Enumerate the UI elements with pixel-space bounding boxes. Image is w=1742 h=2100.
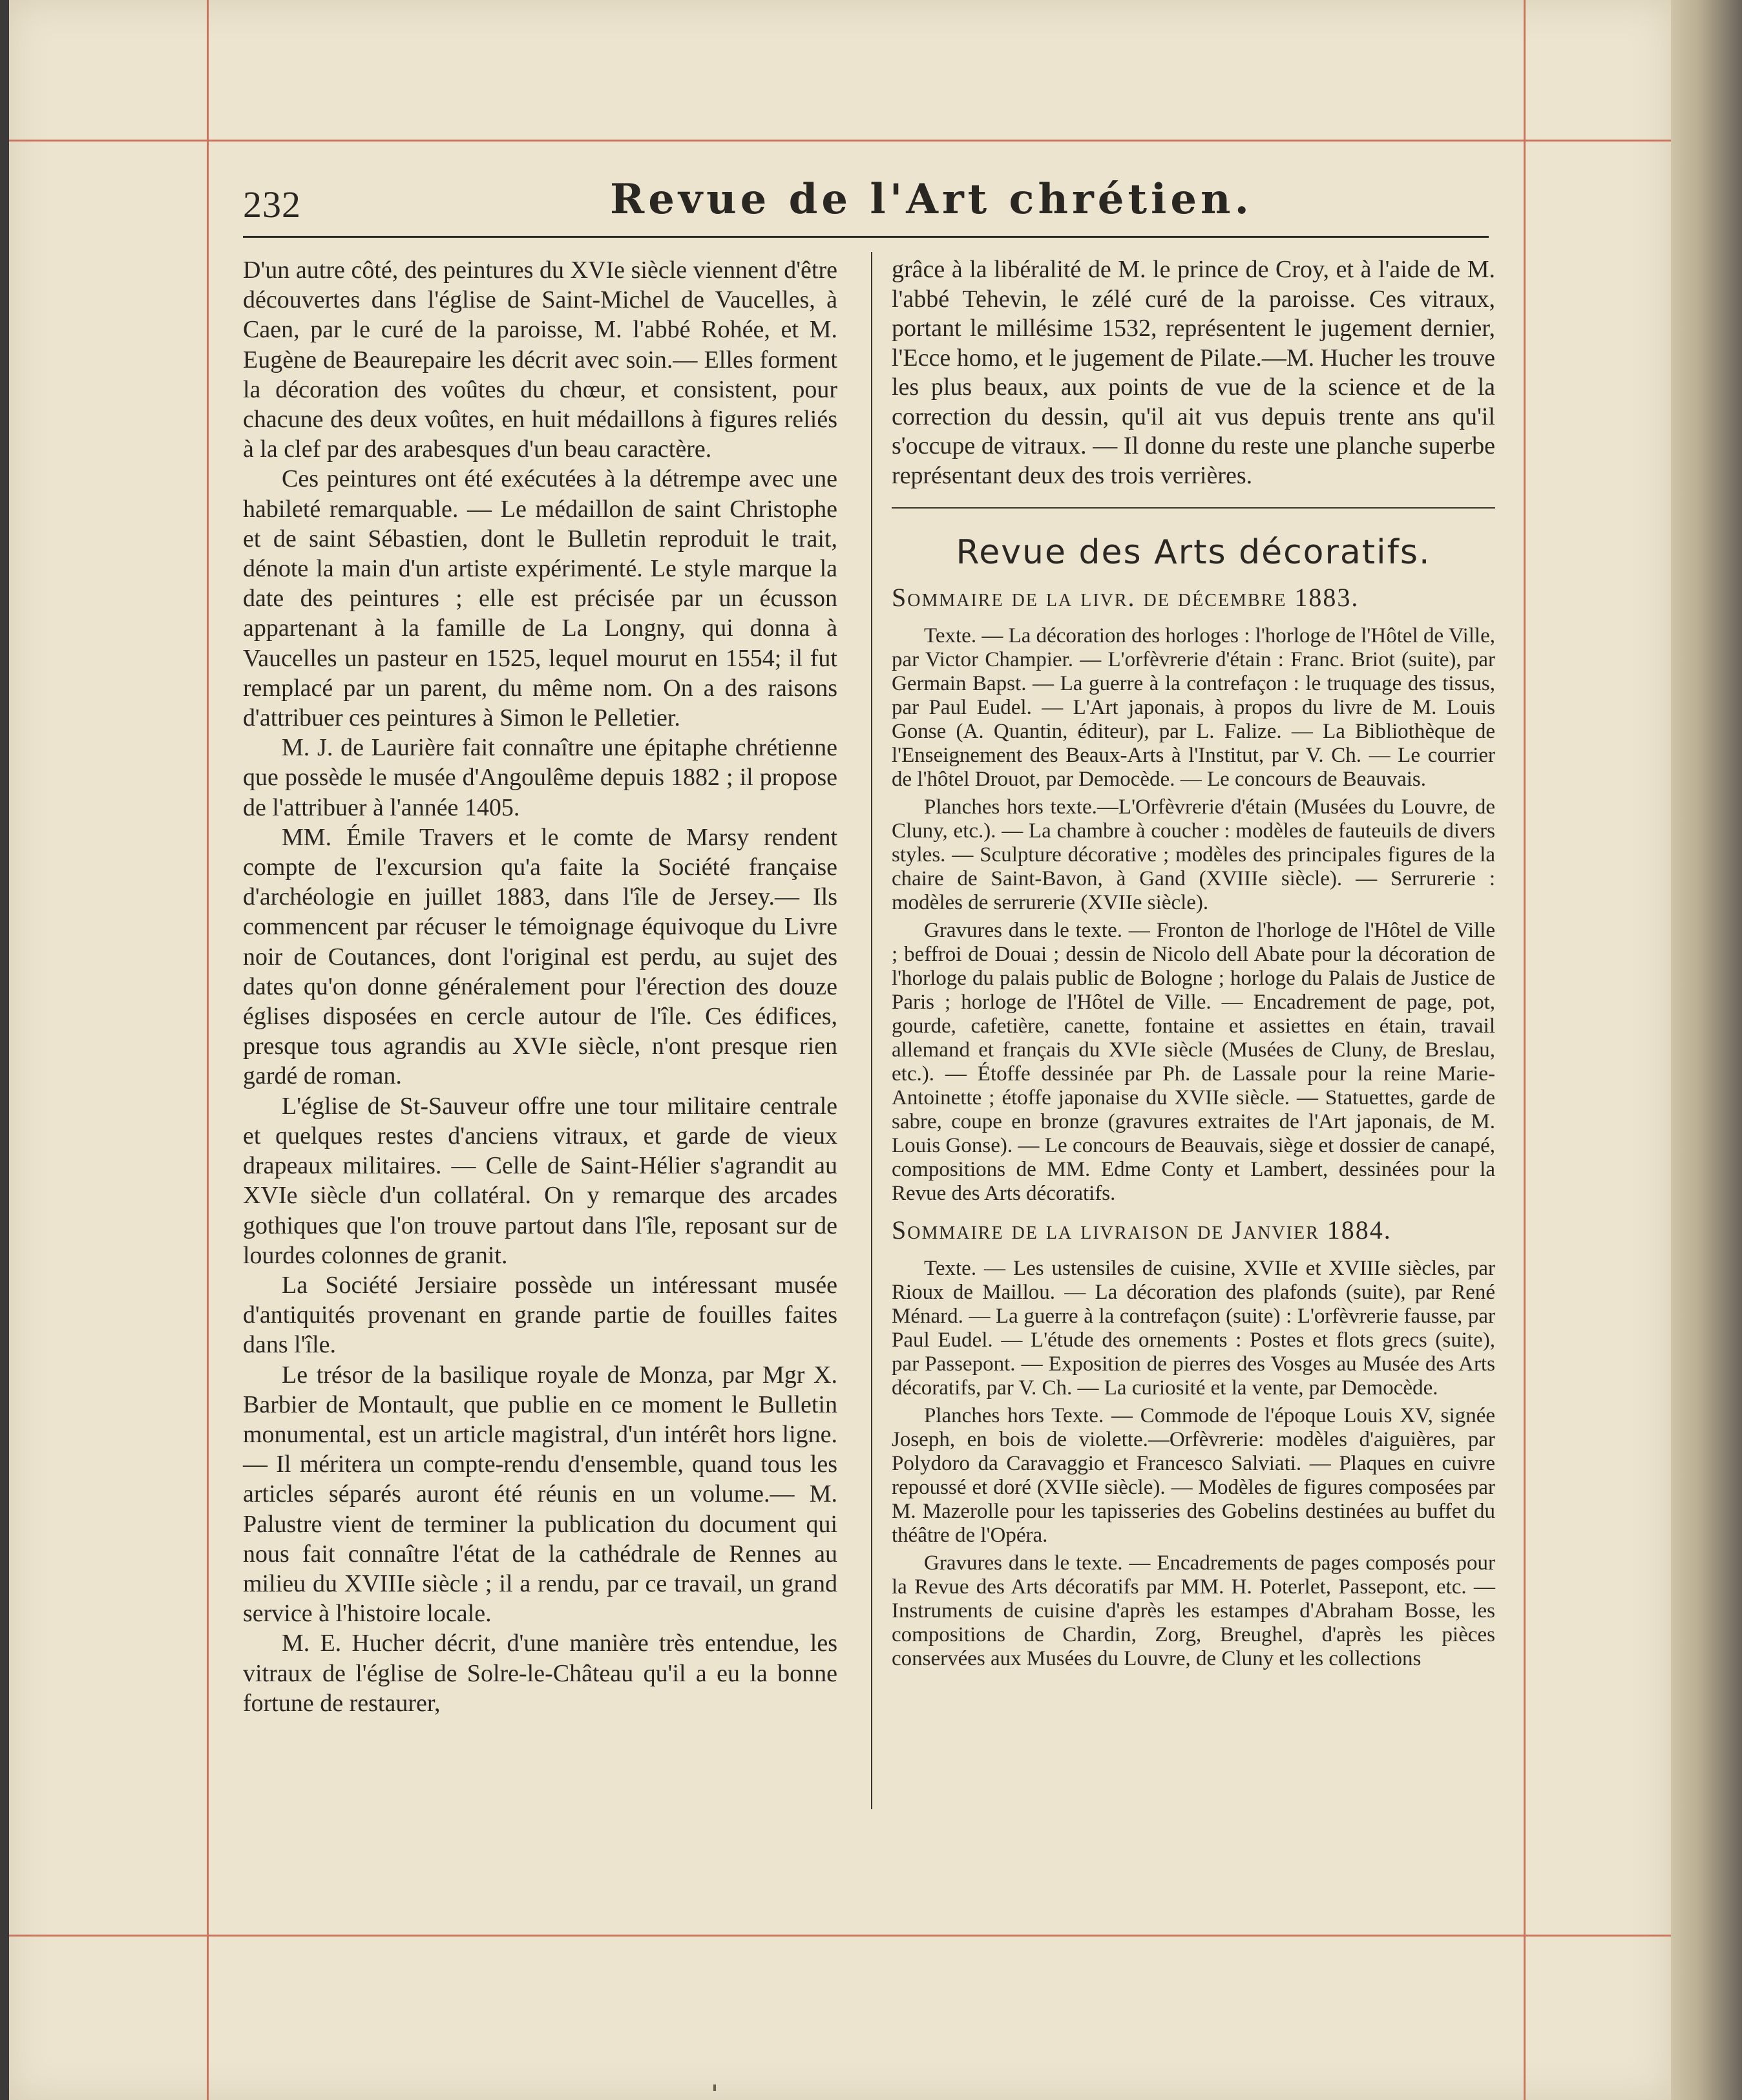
section-rule: [892, 507, 1495, 509]
paragraph: L'église de St-Sauveur offre une tour militaire centrale et quelques restes d'anciens vitraux, et garde de vieux drapeaux militaires. — Celle de Saint-Hélier s'agrandit au XVIe siècle d'un collatéral. On y remarque des arcades gothiques que l'on trouve partout dans l'île, reposant sur de lourdes colonnes de granit.: [243, 1092, 837, 1269]
page-number: 232: [243, 184, 301, 226]
sommaire-entry: Gravures dans le texte. — Fronton de l'horloge de l'Hôtel de Ville ; beffroi de Douai ; dessin de Nicolo dell Abate pour la décoration de l'horloge du palais public de Bologne ; horloge du Palais de Justice de Paris ; horloge de l'Hôtel de Ville. — Encadrement de page, pot, gourde, cafetière, canette, fontaine et assiettes en étain, travail allemand et français du XVIe siècle (Musées de Cluny, de Breslau, etc.). — Étoffe dessinée par Ph. de Lassale pour la reine Marie-Antoinette ; étoffe japonaise du XVIIe siècle. — Statuettes, garde de sabre, coupe en bronze (gravures extraites de l'Art japonais, de M. Louis Gonse). — Le concours de Beauvais, siège et dossier de canapé, compositions de MM. Edme Conty et Lambert, dessinées pour la Revue des Arts décoratifs.: [892, 919, 1495, 1205]
section-title: Revue des Arts décoratifs.: [956, 533, 1431, 572]
header-rule: [243, 236, 1489, 238]
book-page: [9, 0, 1671, 2100]
running-title: Revue de l'Art chrétien.: [610, 175, 1253, 224]
margin-rule-right: [1524, 0, 1526, 2100]
paragraph: MM. Émile Travers et le comte de Marsy rendent compte de l'excursion qu'a faite la Société française d'archéologie en juillet 1883, dans l'île de Jersey.— Ils commencent par récuser le témoignage équivoque du Livre noir de Coutances, dont l'original est perdu, au sujet des dates qu'on donne généralement pour l'érection des douze églises disposées en cercle autour de l'île. Ces édifices, presque tous agrandis au XVIe siècle, n'ont presque rien gardé de roman.: [243, 823, 837, 1090]
margin-rule-left: [207, 0, 209, 2100]
margin-rule-bottom: [9, 1935, 1671, 1937]
sommaire-body: [892, 1257, 1495, 1671]
ink-speck: [713, 2084, 716, 2091]
paragraph: La Société Jersiaire possède un intéressant musée d'antiquités provenant en grande partie de fouilles faites dans l'île.: [243, 1271, 837, 1359]
paragraph: D'un autre côté, des peintures du XVIe siècle viennent d'être découvertes dans l'église de Saint-Michel de Vaucelles, à Caen, par le curé de la paroisse, M. l'abbé Rohée, et M. Eugène de Beaurepaire les décrit avec soin.— Elles forment la décoration des voûtes du chœur, et consistent, pour chacune des deux voûtes, en huit médaillons à figures reliés à la clef par des arabesques d'un beau caractère.: [243, 257, 837, 463]
sommaire-heading: Sommaire de la livraison de Janvier 1884.: [892, 1215, 1392, 1244]
paragraph: M. E. Hucher décrit, d'une manière très entendue, les vitraux de l'église de Solre-le-Château qu'il a eu la bonne fortune de restaurer,: [243, 1630, 837, 1717]
page-edge: [1671, 0, 1742, 2100]
page-header: [9, 171, 1671, 242]
paragraph: M. J. de Laurière fait connaître une épitaphe chrétienne que possède le musée d'Angoulême depuis 1882 ; il propose de l'attribuer à l'année 1405.: [243, 734, 837, 821]
column-divider: [871, 252, 872, 1809]
sommaire-entry: Planches hors texte.—L'Orfèvrerie d'étain (Musées du Louvre, de Cluny, etc.). — La chambre à coucher : modèles de fauteuils de divers styles. — Sculpture décorative ; modèles des principales figures de la chaire de Saint-Bavon, à Gand (XVIIIe siècle). — Serrurerie : modèles de serrurerie (XVIIe siècle).: [892, 795, 1495, 914]
paragraph: Ces peintures ont été exécutées à la détrempe avec une habileté remarquable. — Le médaillon de saint Christophe et de saint Sébastien, dont le Bulletin reproduit le trait, dénote la main d'un artiste expérimenté. Le style marque la date des peintures ; elle est précisée par un écusson appartenant à la famille de La Longny, qui donna à Vaucelles un pasteur en 1525, lequel mourut en 1554; il fut remplacé par un parent, du même nom. On a des raisons d'attribuer ces peintures à Simon le Pelletier.: [243, 465, 837, 732]
sommaire-body: [892, 624, 1495, 1206]
sommaire-heading: Sommaire de la livr. de décembre 1883.: [892, 583, 1359, 612]
sommaire-entry: Texte. — Les ustensiles de cuisine, XVIIe et XVIIIe siècles, par Rioux de Maillou. — La décoration des plafonds (suite), par René Ménard. — La guerre à la contrefaçon (suite) : L'orfèvrerie fausse, par Paul Eudel. — L'étude des ornements : Postes et flots grecs (suite), par Passepont. — Exposition de pierres des Vosges au Musée des Arts décoratifs, par V. Ch. — La curiosité et la vente, par Democède.: [892, 1257, 1495, 1400]
right-column: [892, 255, 1495, 1675]
sommaire-entry: Texte. — La décoration des horloges : l'horloge de l'Hôtel de Ville, par Victor Champier. — L'orfèvrerie d'étain : Franc. Briot (suite), par Germain Bapst. — La guerre à la contrefaçon : le truquage des tissus, par Paul Eudel. — L'Art japonais, à propos du livre de M. Louis Gonse (A. Quantin, éditeur), par L. Falize. — La Bibliothèque de l'Enseignement des Beaux-Arts à l'Institut, par V. Ch. — Le courrier de l'hôtel Drouot, par Democède. — Le concours de Beauvais.: [892, 624, 1495, 791]
paragraph: Le trésor de la basilique royale de Monza, par Mgr X. Barbier de Montault, que publie en ce moment le Bulletin monumental, est un article magistral, d'un intérêt hors ligne. — Il méritera un compte-rendu d'ensemble, quand tous les articles séparés auront été réunis en un volume.— M. Palustre vient de terminer la publication du document qui nous fait connaître l'état de la cathédrale de Rennes au milieu du XVIIIe siècle ; il a rendu, par ce travail, un grand service à l'histoire locale.: [243, 1361, 837, 1628]
margin-rule-top: [9, 140, 1671, 142]
sommaire-entry: Planches hors Texte. — Commode de l'époque Louis XV, signée Joseph, en bois de violette.—Orfèvrerie: modèles d'aiguières, par Polydoro da Caravaggio et Francesco Salviati. — Plaques en cuivre repoussé et doré (XVIIe siècle). — Modèles de figures composées par M. Mazerolle pour les tapisseries des Gobelins destinées au buffet du théâtre de l'Opéra.: [892, 1404, 1495, 1547]
sommaire-entry: Gravures dans le texte. — Encadrements de pages composés pour la Revue des Arts décoratifs par MM. H. Poterlet, Passepont, etc. — Instruments de cuisine d'après les estampes d'Abraham Bosse, les compositions de Chardin, Zorg, Breughel, d'après les pièces conservées aux Musées du Louvre, de Cluny et les collections: [892, 1551, 1495, 1670]
left-column: [243, 255, 837, 1718]
paragraph: grâce à la libéralité de M. le prince de Croy, et à l'aide de M. l'abbé Tehevin, le zélé curé de la paroisse. Ces vitraux, portant le millésime 1532, représentent le jugement dernier, l'Ecce homo, et le jugement de Pilate.—M. Hucher les trouve les plus beaux, aux points de vue de la science et de la correction du dessin, qu'il ait vus depuis trente ans qu'il s'occupe de vitraux. — Il donne du reste une planche superbe représentant deux des trois verrières.: [892, 256, 1495, 489]
